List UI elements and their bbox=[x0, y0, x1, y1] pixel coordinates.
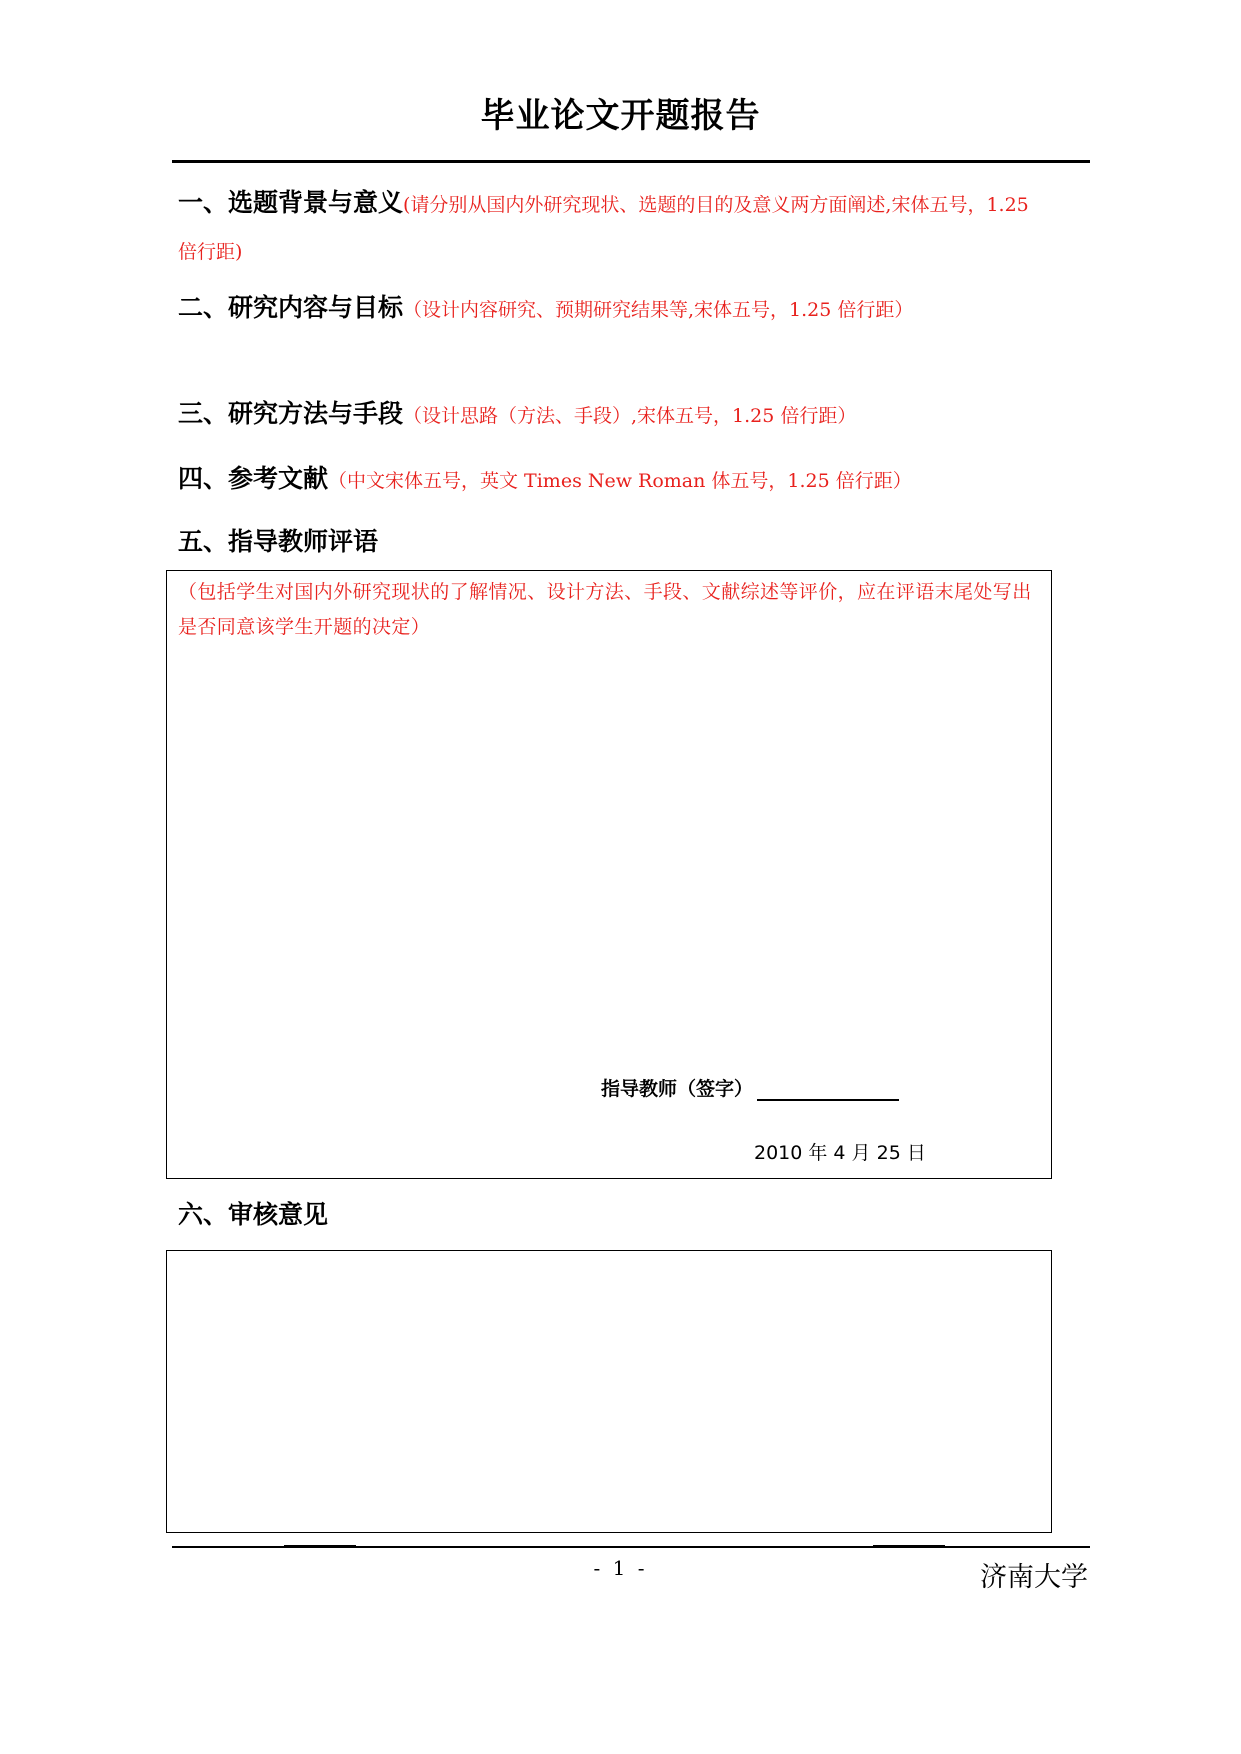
advisor-comment-hint: （包括学生对国内外研究现状的了解情况、设计方法、手段、文献综述等评价，应在评语末尾处写出是否同意该学生开题的决定） bbox=[178, 581, 1032, 638]
advisor-date: 2010 年 4 月 25 日 bbox=[754, 1142, 926, 1164]
document-title: 毕业论文开题报告 bbox=[480, 96, 761, 136]
advisor-signature-label: 指导教师（签字） bbox=[601, 1078, 754, 1100]
section-4-hint: （中文宋体五号，英文 Times New Roman 体五号，1.25 倍行距） bbox=[328, 470, 912, 492]
section-2-title: 二、研究内容与目标 bbox=[178, 293, 404, 322]
section-3-title: 三、研究方法与手段 bbox=[178, 399, 404, 428]
signature-line[interactable] bbox=[757, 1081, 899, 1101]
section-4-title: 四、参考文献 bbox=[178, 464, 329, 493]
title-divider bbox=[172, 160, 1090, 163]
school-name: 济南大学 bbox=[980, 1562, 1088, 1593]
section-1-title: 一、选题背景与意义 bbox=[178, 188, 404, 217]
section-1-hint-continued: 倍行距) bbox=[178, 241, 243, 263]
section-1-heading bbox=[178, 183, 1029, 219]
section-5-title: 五、指导教师评语 bbox=[178, 527, 379, 556]
footer-divider-accent-right bbox=[873, 1545, 945, 1547]
advisor-comment-box[interactable] bbox=[166, 570, 1052, 1179]
section-6-title: 六、审核意见 bbox=[178, 1200, 329, 1229]
section-6-heading bbox=[178, 1195, 328, 1231]
section-1-hint: (请分别从国内外研究现状、选题的目的及意义两方面阐述,宋体五号，1.25 bbox=[403, 194, 1029, 216]
section-3-hint: （设计思路（方法、手段）,宋体五号，1.25 倍行距） bbox=[403, 405, 857, 427]
section-4-heading bbox=[178, 459, 912, 495]
page-number: - 1 - bbox=[593, 1556, 648, 1580]
review-opinion-box[interactable] bbox=[166, 1250, 1052, 1533]
section-5-heading bbox=[178, 522, 378, 558]
footer-divider-accent-left bbox=[284, 1545, 356, 1547]
advisor-signature-row bbox=[601, 1074, 899, 1101]
section-2-hint: （设计内容研究、预期研究结果等,宋体五号，1.25 倍行距） bbox=[403, 299, 914, 321]
section-2-heading bbox=[178, 288, 913, 324]
section-3-heading bbox=[178, 394, 856, 430]
